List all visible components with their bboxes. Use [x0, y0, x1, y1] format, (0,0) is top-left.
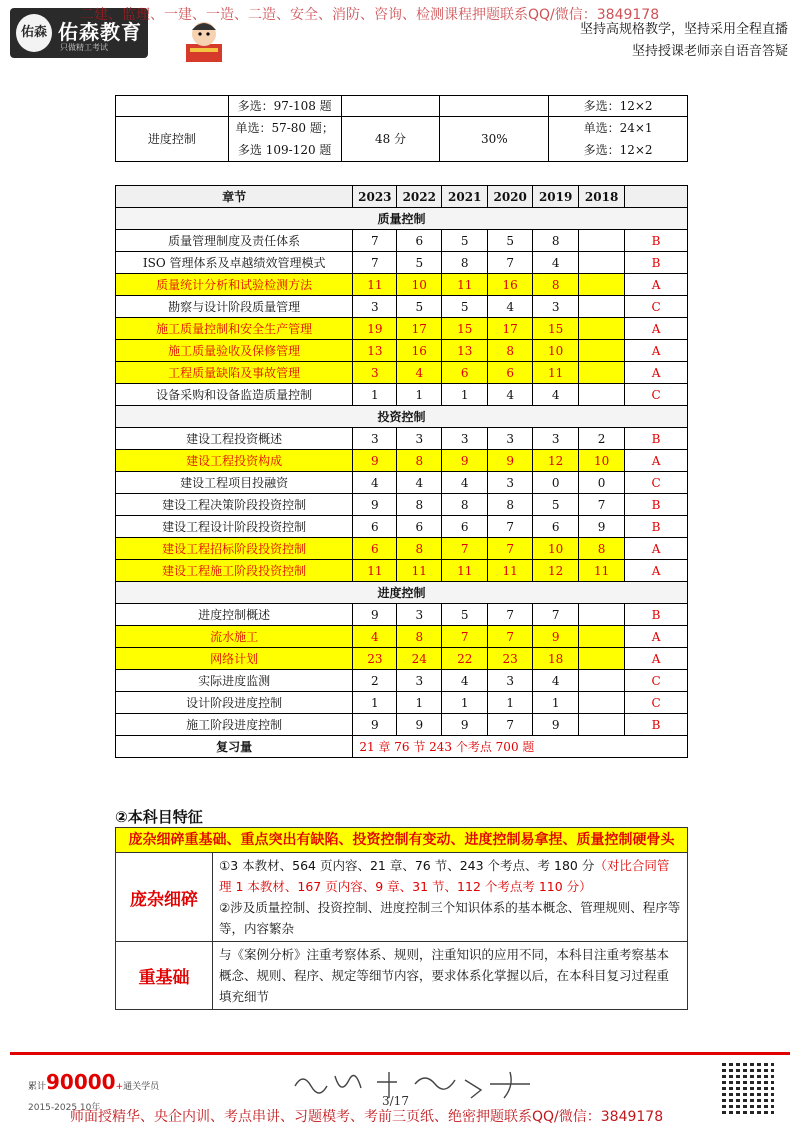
year-count: 4	[442, 472, 488, 494]
year-count: 7	[353, 230, 397, 252]
column-header: 2022	[397, 186, 442, 208]
year-count: 1	[488, 692, 533, 714]
year-count: 5	[397, 296, 442, 318]
table-row	[116, 117, 688, 162]
year-count: 3	[353, 362, 397, 384]
table-row	[116, 274, 688, 296]
handwritten-signature-icon	[285, 1064, 545, 1104]
features-banner: 庞杂细碎重基础、重点突出有缺陷、投资控制有变动、进度控制易拿捏、质量控制硬骨头	[116, 828, 688, 853]
table-cell: 48 分	[341, 117, 440, 162]
year-count: 4	[533, 384, 579, 406]
year-count: 24	[397, 648, 442, 670]
year-count: 4	[442, 670, 488, 692]
year-count: 5	[442, 230, 488, 252]
year-count: 11	[442, 274, 488, 296]
year-count: 3	[353, 428, 397, 450]
table-header-row	[116, 186, 688, 208]
section-row	[116, 582, 688, 604]
year-count: 8	[488, 340, 533, 362]
table-row	[116, 714, 688, 736]
year-count: 9	[353, 714, 397, 736]
table-row	[116, 604, 688, 626]
column-header: 2018	[579, 186, 625, 208]
year-count: 6	[397, 516, 442, 538]
logo-subtitle: 只做精工考试	[60, 43, 108, 52]
feature-description: 与《案例分析》注重考察体系、规则，注重知识的应用不同，本科目注重考察基本概念、规则、程序、规定等细节内容，要求体系化掌握以后，在本科目复习过程重填充细节	[213, 942, 688, 1010]
year-count: 4	[533, 252, 579, 274]
cell-line: 单选：57-80 题；	[235, 121, 334, 135]
year-count: 8	[488, 494, 533, 516]
chapter-name: 设备采购和设备监造质量控制	[116, 384, 353, 406]
table-row	[116, 252, 688, 274]
year-count: 3	[533, 428, 579, 450]
chapter-name: 建设工程设计阶段投资控制	[116, 516, 353, 538]
year-count: 7	[353, 252, 397, 274]
table-cell	[549, 117, 688, 162]
table-row	[116, 384, 688, 406]
year-count: 2	[579, 428, 625, 450]
importance-grade: A	[625, 648, 688, 670]
feature-paragraph	[219, 855, 681, 897]
year-count: 7	[488, 626, 533, 648]
year-count: 1	[397, 692, 442, 714]
year-count: 10	[397, 274, 442, 296]
year-count	[579, 714, 625, 736]
year-count: 5	[442, 296, 488, 318]
chapter-name: 实际进度监测	[116, 670, 353, 692]
importance-grade: B	[625, 428, 688, 450]
year-count: 9	[353, 494, 397, 516]
table-row	[116, 648, 688, 670]
stat-prefix: 累计	[28, 1082, 47, 1092]
importance-grade: C	[625, 670, 688, 692]
table-row	[116, 472, 688, 494]
table-row	[116, 296, 688, 318]
feature-paragraph: ②涉及质量控制、投资控制、进度控制三个知识体系的基本概念、管理规则、程序等等，内容繁杂	[219, 900, 681, 936]
section-title: 进度控制	[116, 582, 688, 604]
year-count: 1	[353, 384, 397, 406]
year-count: 6	[442, 516, 488, 538]
year-count: 4	[488, 296, 533, 318]
year-count	[579, 670, 625, 692]
year-count: 22	[442, 648, 488, 670]
chapter-name: 建设工程决策阶段投资控制	[116, 494, 353, 516]
year-count: 7	[488, 714, 533, 736]
year-count: 0	[579, 472, 625, 494]
year-count	[579, 252, 625, 274]
year-count: 4	[353, 472, 397, 494]
column-header: 2020	[488, 186, 533, 208]
year-count: 19	[353, 318, 397, 340]
table-cell: 30%	[440, 117, 549, 162]
importance-grade: A	[625, 450, 688, 472]
table-row	[116, 853, 688, 942]
year-count: 1	[533, 692, 579, 714]
chapter-name: 施工质量验收及保修管理	[116, 340, 353, 362]
year-count: 17	[397, 318, 442, 340]
importance-grade: C	[625, 472, 688, 494]
review-value: 21 章 76 节 243 个考点 700 题	[353, 736, 688, 758]
qr-code-icon	[722, 1062, 774, 1114]
year-count: 7	[488, 252, 533, 274]
year-count	[579, 340, 625, 362]
importance-grade: B	[625, 714, 688, 736]
year-count: 7	[579, 494, 625, 516]
chapter-name: 建设工程投资概述	[116, 428, 353, 450]
year-count: 8	[397, 494, 442, 516]
year-count: 9	[353, 450, 397, 472]
year-count: 6	[353, 538, 397, 560]
chapter-name: 质量管理制度及责任体系	[116, 230, 353, 252]
year-count: 12	[533, 560, 579, 582]
year-count: 4	[397, 362, 442, 384]
year-count: 8	[533, 230, 579, 252]
section-title: 质量控制	[116, 208, 688, 230]
year-count: 9	[397, 714, 442, 736]
footer-years: 2015-2025 10年	[28, 1103, 101, 1113]
year-count: 11	[397, 560, 442, 582]
year-count: 3	[533, 296, 579, 318]
table-cell: 进度控制	[116, 117, 229, 162]
importance-grade: C	[625, 692, 688, 714]
year-count: 1	[442, 384, 488, 406]
feature-label: 庞杂细碎	[116, 853, 213, 942]
chapter-name: 设计阶段进度控制	[116, 692, 353, 714]
year-count: 8	[397, 538, 442, 560]
chapter-name: 质量统计分析和试验检测方法	[116, 274, 353, 296]
year-count: 8	[397, 450, 442, 472]
year-count: 6	[442, 362, 488, 384]
year-count	[579, 274, 625, 296]
year-count: 10	[533, 340, 579, 362]
footer-stat	[28, 1070, 159, 1094]
year-count: 13	[442, 340, 488, 362]
year-count: 16	[488, 274, 533, 296]
stat-number: 90000	[46, 1070, 116, 1094]
chapter-frequency-table	[115, 185, 688, 758]
year-count: 16	[397, 340, 442, 362]
year-count: 3	[488, 670, 533, 692]
table-row	[116, 516, 688, 538]
section-row	[116, 406, 688, 428]
table-row	[116, 626, 688, 648]
year-count: 1	[397, 384, 442, 406]
year-count: 11	[533, 362, 579, 384]
table-row	[116, 230, 688, 252]
feature-text: ①3 本教材、564 页内容、21 章、76 节、243 个考点、考 180 分	[219, 858, 595, 873]
chapter-name: 勘察与设计阶段质量管理	[116, 296, 353, 318]
table-row	[116, 428, 688, 450]
column-header: 2021	[442, 186, 488, 208]
year-count: 15	[533, 318, 579, 340]
header-slogan-1: 坚持高规格教学，坚持采用全程直播	[579, 22, 788, 37]
year-count: 0	[533, 472, 579, 494]
year-count: 9	[353, 604, 397, 626]
feature-label: 重基础	[116, 942, 213, 1010]
column-header: 2023	[353, 186, 397, 208]
review-row	[116, 736, 688, 758]
year-count: 23	[488, 648, 533, 670]
chapter-name: 施工质量控制和安全生产管理	[116, 318, 353, 340]
year-count: 3	[397, 428, 442, 450]
table-row	[116, 692, 688, 714]
importance-grade: A	[625, 340, 688, 362]
table-row	[116, 538, 688, 560]
year-count: 8	[442, 494, 488, 516]
year-count: 3	[397, 604, 442, 626]
cell-line: 多选：12×2	[583, 143, 653, 157]
year-count: 9	[533, 714, 579, 736]
header-promo-text: 二建、监理、一建、一造、二造、安全、消防、咨询、检测课程押题联系QQ/微信：3849178	[80, 7, 660, 23]
table-row	[116, 318, 688, 340]
footer-promo-text: 师面授精华、央企内训、考点串讲、习题模考、考前三页纸、绝密押题联系QQ/微信：3849178	[70, 1109, 664, 1125]
year-count: 12	[533, 450, 579, 472]
year-count	[579, 230, 625, 252]
year-count	[579, 318, 625, 340]
chapter-name: 建设工程招标阶段投资控制	[116, 538, 353, 560]
year-count: 9	[533, 626, 579, 648]
chapter-name: 网络计划	[116, 648, 353, 670]
year-count	[579, 384, 625, 406]
year-count: 7	[488, 516, 533, 538]
year-count: 7	[442, 626, 488, 648]
table-row	[116, 670, 688, 692]
exam-structure-table	[115, 95, 688, 162]
column-header: 章节	[116, 186, 353, 208]
year-count: 11	[488, 560, 533, 582]
table-row	[116, 828, 688, 853]
table-cell: 多选：97-108 题	[228, 96, 341, 117]
stat-suffix: 通关学员	[123, 1082, 160, 1092]
subject-features-table	[115, 827, 688, 1010]
year-count: 11	[353, 274, 397, 296]
year-count: 1	[442, 692, 488, 714]
year-count	[579, 604, 625, 626]
importance-grade: A	[625, 274, 688, 296]
chapter-name: 建设工程项目投融资	[116, 472, 353, 494]
section-row	[116, 208, 688, 230]
year-count: 9	[488, 450, 533, 472]
page-number: 3/17	[382, 1094, 409, 1108]
year-count	[579, 648, 625, 670]
year-count: 6	[353, 516, 397, 538]
table-cell	[341, 96, 440, 117]
chapter-name: 工程质量缺陷及事故管理	[116, 362, 353, 384]
importance-grade: B	[625, 494, 688, 516]
table-row	[116, 560, 688, 582]
importance-grade: A	[625, 560, 688, 582]
year-count: 7	[488, 538, 533, 560]
year-count: 3	[488, 472, 533, 494]
year-count: 6	[533, 516, 579, 538]
section-title: 投资控制	[116, 406, 688, 428]
table-row	[116, 340, 688, 362]
year-count: 6	[397, 230, 442, 252]
year-count: 13	[353, 340, 397, 362]
importance-grade: B	[625, 230, 688, 252]
review-label: 复习量	[116, 736, 353, 758]
year-count	[579, 692, 625, 714]
year-count: 6	[488, 362, 533, 384]
year-count: 10	[579, 450, 625, 472]
chapter-name: ISO 管理体系及卓越绩效管理模式	[116, 252, 353, 274]
section-title: ②本科目特征	[115, 808, 203, 826]
table-cell	[116, 96, 229, 117]
importance-grade: C	[625, 296, 688, 318]
chapter-name: 建设工程施工阶段投资控制	[116, 560, 353, 582]
year-count: 7	[488, 604, 533, 626]
cell-line: 多选 109-120 题	[237, 143, 332, 157]
year-count: 9	[579, 516, 625, 538]
year-count: 9	[442, 714, 488, 736]
year-count: 7	[442, 538, 488, 560]
logo-seal: 佑森	[16, 14, 52, 52]
column-header	[625, 186, 688, 208]
year-count: 1	[353, 692, 397, 714]
header-slogan-2: 坚持授课老师亲自语音答疑	[631, 44, 788, 59]
year-count: 3	[397, 670, 442, 692]
table-row	[116, 96, 688, 117]
page-header	[0, 0, 800, 80]
year-count: 4	[397, 472, 442, 494]
importance-grade: A	[625, 626, 688, 648]
logo-name: 佑森教育	[58, 20, 142, 44]
table-row	[116, 942, 688, 1010]
table-row	[116, 362, 688, 384]
year-count: 18	[533, 648, 579, 670]
importance-grade: B	[625, 604, 688, 626]
table-cell: 多选：12×2	[549, 96, 688, 117]
importance-grade: A	[625, 318, 688, 340]
year-count: 15	[442, 318, 488, 340]
year-count: 11	[579, 560, 625, 582]
year-count: 5	[442, 604, 488, 626]
year-count	[579, 296, 625, 318]
year-count	[579, 362, 625, 384]
year-count: 8	[397, 626, 442, 648]
year-count: 3	[353, 296, 397, 318]
chapter-name: 流水施工	[116, 626, 353, 648]
year-count: 11	[353, 560, 397, 582]
year-count: 10	[533, 538, 579, 560]
year-count: 8	[533, 274, 579, 296]
year-count: 3	[442, 428, 488, 450]
table-row	[116, 450, 688, 472]
year-count: 8	[442, 252, 488, 274]
importance-grade: C	[625, 384, 688, 406]
year-count: 8	[579, 538, 625, 560]
importance-grade: A	[625, 362, 688, 384]
year-count: 23	[353, 648, 397, 670]
footer-divider	[10, 1052, 790, 1055]
year-count: 4	[353, 626, 397, 648]
importance-grade: A	[625, 538, 688, 560]
year-count: 3	[488, 428, 533, 450]
cell-line: 单选：24×1	[583, 121, 653, 135]
chapter-name: 施工阶段进度控制	[116, 714, 353, 736]
table-row	[116, 494, 688, 516]
year-count: 5	[488, 230, 533, 252]
year-count: 2	[353, 670, 397, 692]
chapter-name: 建设工程投资构成	[116, 450, 353, 472]
importance-grade: B	[625, 252, 688, 274]
year-count: 4	[533, 670, 579, 692]
year-count: 5	[397, 252, 442, 274]
year-count: 11	[442, 560, 488, 582]
year-count: 7	[533, 604, 579, 626]
year-count: 4	[488, 384, 533, 406]
table-cell	[440, 96, 549, 117]
year-count: 17	[488, 318, 533, 340]
table-cell	[228, 117, 341, 162]
importance-grade: B	[625, 516, 688, 538]
feature-description	[213, 853, 688, 942]
year-count: 5	[533, 494, 579, 516]
chapter-name: 进度控制概述	[116, 604, 353, 626]
year-count	[579, 626, 625, 648]
feature-text-highlight: （对比合同管理 1 本教材、167 页内容、9 章、31 节、112 个考点考 110 分）	[219, 858, 670, 894]
column-header: 2019	[533, 186, 579, 208]
year-count: 9	[442, 450, 488, 472]
stat-plus: +	[115, 1082, 124, 1092]
